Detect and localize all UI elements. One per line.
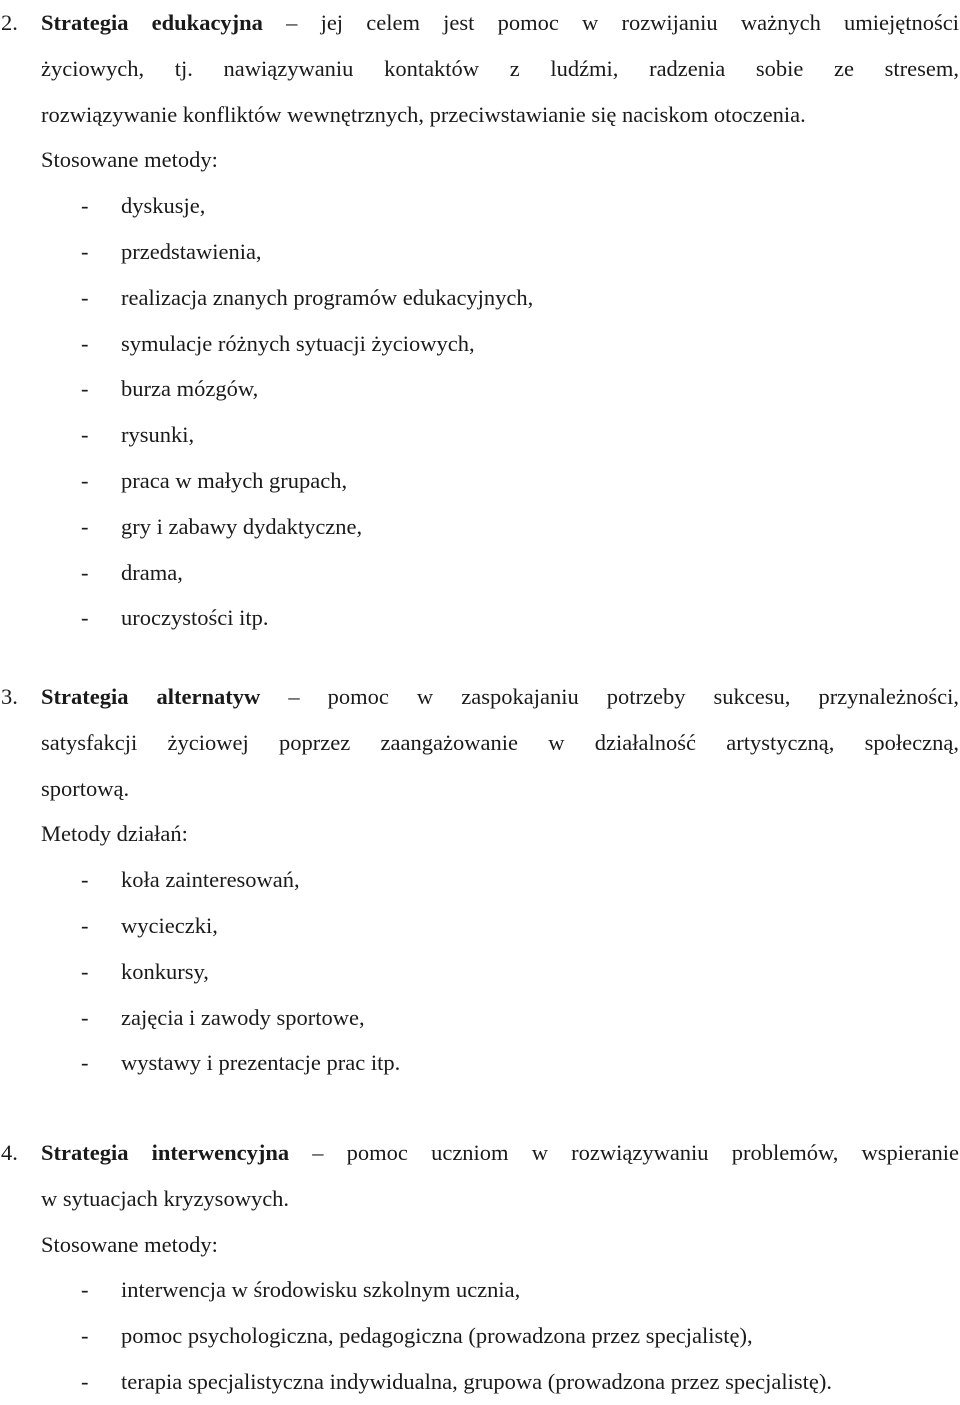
list-item-text: burza mózgów, — [121, 376, 259, 402]
list-item-text: pomoc psychologiczna, pedagogiczna (prowadzona przez specjalistę), — [121, 1323, 753, 1349]
list-item — [0, 1267, 960, 1313]
list-item — [0, 995, 960, 1041]
strategy-description-start: – pomoc uczniom w rozwiązywaniu problemów, wspieranie — [289, 1140, 959, 1165]
list-item — [0, 1313, 960, 1359]
list-item — [0, 595, 960, 641]
list-item — [0, 366, 960, 412]
bullet-dash: - — [81, 193, 89, 219]
list-item — [0, 412, 960, 458]
strategy-intro-line-1 — [41, 674, 959, 720]
bullet-dash: - — [81, 284, 89, 310]
strategy-title: Strategia alternatyw — [41, 684, 261, 709]
strategy-title: Strategia edukacyjna — [41, 10, 263, 35]
strategy-intro-line-2: w sytuacjach kryzysowych. — [41, 1185, 290, 1211]
bullet-dash: - — [81, 330, 89, 356]
list-item — [0, 183, 960, 229]
list-item-text: konkursy, — [121, 958, 209, 984]
methods-heading: Metody działań: — [41, 821, 188, 847]
strategy-intro-line-1 — [41, 1130, 959, 1176]
list-item-text: wystawy i prezentacje prac itp. — [121, 1050, 401, 1076]
bullet-dash: - — [81, 1277, 89, 1303]
bullet-dash: - — [81, 912, 89, 938]
bullet-dash: - — [81, 422, 89, 448]
strategy-intro-line-3: sportową. — [41, 775, 130, 801]
list-number: 2. — [1, 10, 18, 35]
list-item-text: interwencja w środowisku szkolnym ucznia, — [121, 1277, 521, 1303]
strategy-section-intervention — [0, 1130, 960, 1405]
bullet-dash: - — [81, 605, 89, 631]
strategy-title: Strategia interwencyjna — [41, 1140, 290, 1165]
list-item — [0, 458, 960, 504]
strategy-intro-line-2: życiowych, tj. nawiązywaniu kontaktów z ludźmi, radzenia sobie ze stresem, — [41, 55, 959, 81]
strategy-heading-line — [0, 1130, 960, 1176]
list-item-text: zajęcia i zawody sportowe, — [121, 1004, 365, 1030]
list-item — [0, 857, 960, 903]
bullet-dash: - — [81, 1368, 89, 1394]
list-item-text: realizacja znanych programów edukacyjnych, — [121, 284, 534, 310]
bullet-dash: - — [81, 1323, 89, 1349]
strategy-intro-line-3: rozwiązywanie konfliktów wewnętrznych, przeciwstawianie się naciskom otoczenia. — [41, 101, 806, 127]
list-item — [0, 1359, 960, 1405]
list-item — [0, 903, 960, 949]
list-item — [0, 229, 960, 275]
bullet-dash: - — [81, 467, 89, 493]
list-item — [0, 275, 960, 321]
strategy-section-educational — [0, 0, 960, 641]
strategy-intro-line-1 — [41, 0, 959, 46]
bullet-dash: - — [81, 867, 89, 893]
strategy-line-2-row — [0, 46, 960, 92]
list-item-text: symulacje różnych sytuacji życiowych, — [121, 330, 475, 356]
list-item-text: przedstawienia, — [121, 238, 262, 264]
bullet-dash: - — [81, 376, 89, 402]
strategy-line-3-row — [0, 92, 960, 138]
methods-heading: Stosowane metody: — [41, 1231, 218, 1257]
strategy-intro-line-2: satysfakcji życiowej poprzez zaangażowanie w działalność artystyczną, społeczną, — [41, 729, 959, 755]
strategy-heading-line — [0, 674, 960, 720]
bullet-dash: - — [81, 958, 89, 984]
methods-list — [0, 183, 960, 641]
bullet-dash: - — [81, 559, 89, 585]
list-item — [0, 1040, 960, 1086]
bullet-dash: - — [81, 1004, 89, 1030]
list-item-text: rysunki, — [121, 422, 195, 448]
list-item — [0, 949, 960, 995]
list-item — [0, 550, 960, 596]
bullet-dash: - — [81, 513, 89, 539]
list-number: 4. — [1, 1140, 18, 1165]
strategy-line-2-row — [0, 720, 960, 766]
list-item-text: drama, — [121, 559, 183, 585]
methods-list — [0, 857, 960, 1086]
list-item — [0, 504, 960, 550]
strategy-heading-line — [0, 0, 960, 46]
bullet-dash: - — [81, 1050, 89, 1076]
list-item-text: praca w małych grupach, — [121, 467, 348, 493]
list-item-text: wycieczki, — [121, 912, 218, 938]
list-item-text: gry i zabawy dydaktyczne, — [121, 513, 363, 539]
methods-list — [0, 1267, 960, 1404]
list-item-text: dyskusje, — [121, 193, 206, 219]
list-item — [0, 321, 960, 367]
bullet-dash: - — [81, 238, 89, 264]
strategy-description-start: – pomoc w zaspokajaniu potrzeby sukcesu, przynależności, — [260, 684, 959, 709]
strategy-line-3-row — [0, 766, 960, 812]
methods-heading: Stosowane metody: — [41, 147, 218, 173]
list-item-text: uroczystości itp. — [121, 605, 269, 631]
strategy-description-start: – jej celem jest pomoc w rozwijaniu ważnych umiejętności — [262, 10, 959, 35]
list-item-text: terapia specjalistyczna indywidualna, grupowa (prowadzona przez specjalistę). — [121, 1368, 832, 1394]
list-item-text: koła zainteresowań, — [121, 867, 300, 893]
strategy-line-2-row — [0, 1176, 960, 1222]
strategy-section-alternatives — [0, 674, 960, 1086]
list-number: 3. — [1, 684, 18, 709]
